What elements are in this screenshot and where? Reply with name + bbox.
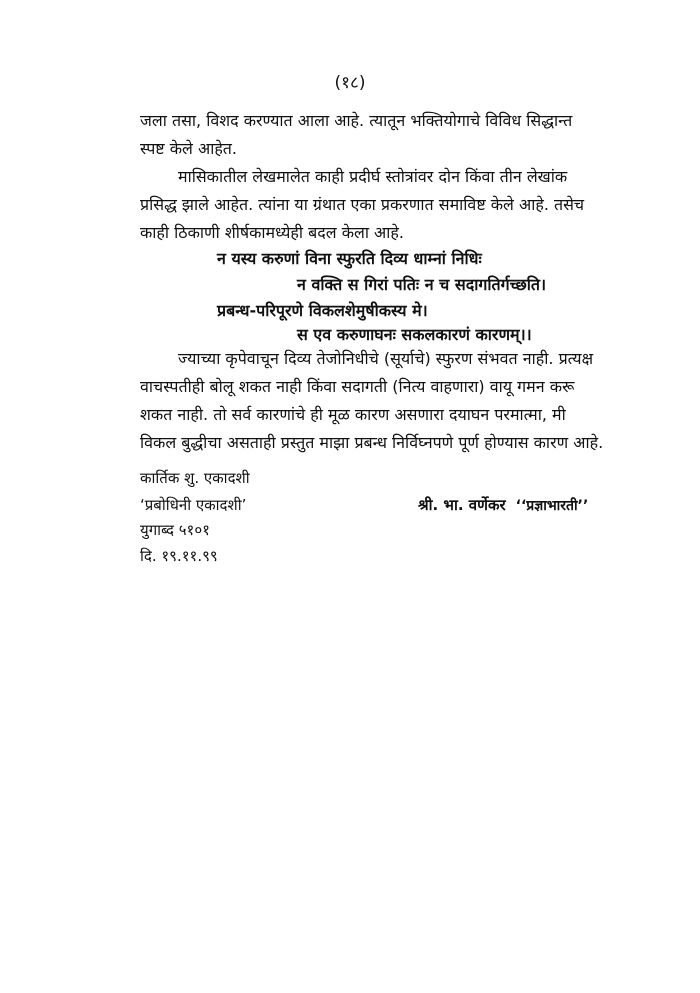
signature-date-line: ‘प्रबोधिनी एकादशी’	[140, 496, 247, 514]
paragraph-line: शकत नाही. तो सर्व कारणांचे ही मूळ कारण असणारा दयाघन परमात्मा, मी	[140, 405, 566, 424]
verse-line-1: न यस्य करुणां विना स्फुरति दिव्य धाम्नां निधिः	[217, 249, 482, 268]
page-number: (१८)	[334, 73, 366, 93]
verse-line-4: स एव करुणाघनः सकलकारणं कारणम्।।	[297, 325, 532, 344]
author-signature	[418, 493, 588, 518]
paragraph-line: मासिकातील लेखमालेत काही प्रदीर्घ स्तोत्रांवर दोन किंवा तीन लेखांक	[178, 167, 568, 186]
signature-date-line: युगाब्द ५१०१	[140, 521, 210, 539]
paragraph-line: ज्याच्या कृपेवाचून दिव्य तेजोनिधीचे (सूर्याचे) स्फुरण संभवत नाही. प्रत्यक्ष	[178, 349, 594, 368]
verse-line-2: न वक्ति स गिरां पतिः न च सदागतिर्गच्छति।	[297, 275, 547, 294]
paragraph-1	[140, 107, 642, 163]
paragraph-line: प्रसिद्ध झाले आहेत. त्यांना या ग्रंथात एका प्रकरणात समाविष्ट केले आहे. तसेच	[140, 195, 585, 214]
signature-date-line: दि. १९.११.९९	[140, 547, 218, 565]
paragraph-2	[140, 163, 642, 247]
paragraph-line: वाचस्पतीही बोलू शकत नाही किंवा सदागती (नित्य वाहणारा) वायू गमन करू	[140, 377, 575, 396]
paragraph-line: स्पष्ट केले आहेत.	[140, 139, 238, 158]
signature-date-line: कार्तिक शु. एकादशी	[140, 469, 250, 487]
paragraph-line: जला तसा, विशद करण्यात आला आहे. त्यातून भक्तियोगाचे विविध सिद्धान्त	[140, 111, 573, 130]
author-name: श्री. भा. वर्णेकर	[418, 496, 506, 514]
verse-line-3: प्रबन्ध-परिपूरणे विकलशेमुषीकस्य मे।	[217, 301, 428, 320]
paragraph-line: विकल बुद्धीचा असताही प्रस्तुत माझा प्रबन्ध निर्विघ्नपणे पूर्ण होण्यास कारण आहे.	[140, 433, 604, 452]
paragraph-3	[140, 345, 642, 457]
author-pen-name: ‘‘प्रज्ञाभारती’’	[515, 498, 589, 514]
paragraph-line: काही ठिकाणी शीर्षकामध्येही बदल केला आहे.	[140, 223, 404, 242]
